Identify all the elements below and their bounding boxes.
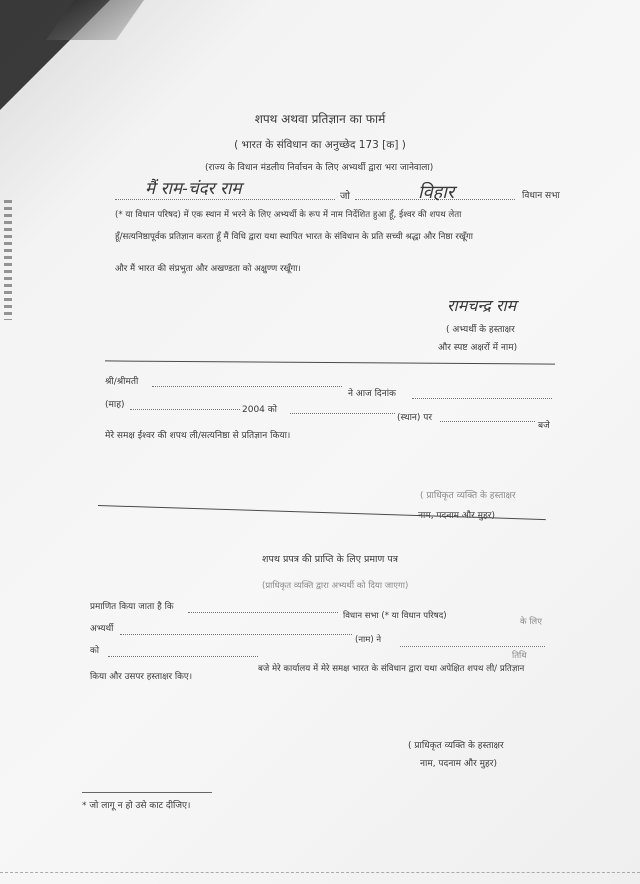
form-caption: (राज्य के विधान मंडलीय निर्वाचन के लिए अभ्यर्थी द्वारा भरा जानेवाला) <box>205 163 434 173</box>
oath-paragraph-line-2: हूँ/सत्यनिष्ठापूर्वक प्रतिज्ञान करता हूँ मैं विधि द्वारा यथा स्थापित भारत के संविधान के प्रति सच्ची श्रद्धा और निष्ठा रखूँगा <box>115 232 474 242</box>
vidhan-sabha-label: विधान सभा <box>522 191 560 201</box>
cert-line-1-label: प्रमाणित किया जाता है कि <box>90 602 174 612</box>
certificate-caption: (प्राधिकृत व्यक्ति द्वारा अभ्यर्थी को दिया जाएगा) <box>262 581 409 591</box>
cert-line-5: किया और उसपर हस्ताक्षर किए। <box>90 672 193 682</box>
cert-line-3-end: तिथि <box>512 651 527 661</box>
cert-line-2-label: अभ्यर्थी <box>90 624 114 634</box>
attestation-officer-sign: ( प्राधिकृत व्यक्ति के हस्ताक्षर <box>420 491 516 501</box>
year-label: 2004 को <box>242 405 278 415</box>
place-field-line <box>440 421 535 422</box>
name-field-line <box>115 199 335 200</box>
shri-field-line <box>152 386 342 387</box>
form-title: शपथ अथवा प्रतिज्ञान का फार्म <box>254 112 386 126</box>
candidate-signature-caption: ( अभ्यर्थी के हस्ताक्षर <box>446 325 515 335</box>
cert-line-3-field <box>108 656 258 657</box>
cert-line-1-mid: विधान सभा (* या विधान परिषद) <box>343 611 447 621</box>
footnote: * जो लागू न हो उसे काट दीजिए। <box>82 801 191 811</box>
cert-line-4: बजे मेरे कार्यालय में मेरे समक्ष भारत के संविधान द्वारा यथा अपेक्षित शपथ ली/ प्रतिज्ञान <box>258 664 525 674</box>
attestation-line-3: मेरे समक्ष ईश्वर की शपथ ली/सत्यनिष्ठा से प्रतिज्ञान किया। <box>105 431 291 441</box>
cert-line-1-field <box>188 612 338 613</box>
cert-line-2-end-field <box>400 646 545 647</box>
cert-officer-sign: ( प्राधिकृत व्यक्ति के हस्ताक्षर <box>408 741 504 751</box>
candidate-name-caption: और स्पष्ट अक्षरों में नाम) <box>438 343 518 353</box>
place-label: (स्थान) पर <box>397 413 433 423</box>
month-label: (माह) <box>105 400 125 410</box>
certificate-title: शपथ प्रपत्र की प्राप्ति के लिए प्रमाण पत्र <box>262 554 399 565</box>
oath-paragraph-line-3: और मैं भारत की संप्रभुता और अखण्डता को अक्षुण्ण रखूँगा। <box>115 264 301 274</box>
time-label: बजे <box>538 421 550 431</box>
handwritten-signature: रामचन्द्र राम <box>447 296 517 315</box>
attestation-officer-name: नाम, पदनाम और मुहर) <box>418 511 495 521</box>
shri-label: श्री/श्रीमती <box>105 377 139 387</box>
form-subtitle: ( भारत के संविधान का अनुच्छेद 173 [क] ) <box>234 139 406 151</box>
cert-line-2-mid: (नाम) ने <box>355 635 382 645</box>
jo-label: जो <box>340 191 351 202</box>
cert-officer-name: नाम, पदनाम और मुहर) <box>420 759 497 769</box>
handwritten-state: विहार <box>418 182 455 203</box>
month-field-line <box>130 409 240 410</box>
bottom-scan-edge <box>0 872 640 873</box>
on-date-label: ने आज दिनांक <box>348 389 396 399</box>
cert-line-1-end: के लिए <box>520 617 542 627</box>
torn-edge-mark <box>4 200 12 320</box>
oath-paragraph-line-1: (* या विधान परिषद) में एक स्थान में भरने के लिए अभ्यर्थी के रूप में नाम निर्देशित हुआ हूँ, ईश्वर की शपथ लेता <box>115 210 462 220</box>
cert-line-2-field <box>120 634 352 635</box>
handwritten-name: मैं राम-चंदर राम <box>145 179 242 199</box>
date-field-line <box>412 398 552 399</box>
cert-line-3-label: को <box>90 646 100 656</box>
footnote-rule <box>82 792 212 793</box>
year-field-line <box>290 413 395 414</box>
section-divider-1 <box>105 360 555 364</box>
